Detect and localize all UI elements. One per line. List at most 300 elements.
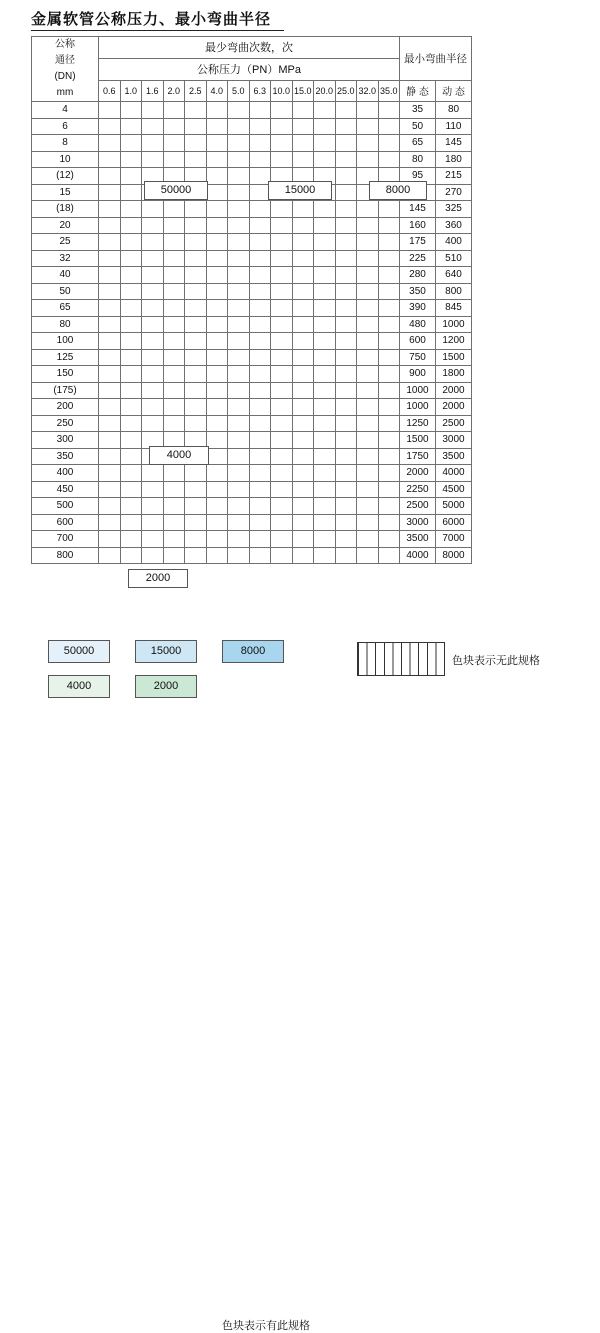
legend-note-no-spec: 色块表示无此规格 (452, 655, 540, 667)
grid-cell (292, 267, 314, 284)
grid-cell (142, 250, 164, 267)
grid-cell (228, 514, 250, 531)
grid-cell (163, 498, 185, 515)
grid-cell (314, 481, 336, 498)
grid-cell (99, 300, 121, 317)
grid-cell (314, 366, 336, 383)
header-pressure-col: 10.0 (271, 80, 293, 101)
row-static-radius: 390 (400, 300, 436, 317)
grid-cell (206, 234, 228, 251)
overlay-label: 4000 (149, 446, 209, 465)
grid-cell (335, 498, 357, 515)
grid-cell (335, 399, 357, 416)
row-static-radius: 2250 (400, 481, 436, 498)
grid-cell (228, 184, 250, 201)
grid-cell (292, 250, 314, 267)
row-dynamic-radius: 1200 (436, 333, 472, 350)
row-dn: 10 (32, 151, 99, 168)
grid-cell (99, 432, 121, 449)
grid-cell (99, 399, 121, 416)
grid-cell (292, 514, 314, 531)
grid-cell (314, 217, 336, 234)
row-dynamic-radius: 4500 (436, 481, 472, 498)
grid-cell (271, 250, 293, 267)
grid-cell (378, 234, 400, 251)
grid-cell (249, 135, 271, 152)
grid-cell (292, 217, 314, 234)
grid-cell (185, 250, 207, 267)
grid-cell (292, 366, 314, 383)
table-row (32, 465, 472, 482)
grid-cell (142, 333, 164, 350)
grid-cell (357, 465, 379, 482)
row-dn: 500 (32, 498, 99, 515)
grid-cell (120, 168, 142, 185)
grid-cell (185, 349, 207, 366)
row-static-radius: 160 (400, 217, 436, 234)
row-dn: 800 (32, 547, 99, 564)
legend-chip: 2000 (135, 675, 197, 698)
grid-cell (271, 234, 293, 251)
grid-cell (206, 118, 228, 135)
row-dynamic-radius: 400 (436, 234, 472, 251)
grid-cell (292, 547, 314, 564)
row-static-radius: 175 (400, 234, 436, 251)
grid-cell (120, 448, 142, 465)
grid-cell (378, 118, 400, 135)
row-dynamic-radius: 2000 (436, 382, 472, 399)
grid-cell (378, 250, 400, 267)
grid-cell (163, 201, 185, 218)
grid-cell (271, 432, 293, 449)
row-static-radius: 750 (400, 349, 436, 366)
row-dynamic-radius: 360 (436, 217, 472, 234)
header-pressure-col: 6.3 (249, 80, 271, 101)
grid-cell (185, 481, 207, 498)
row-dn: 700 (32, 531, 99, 548)
grid-cell (378, 547, 400, 564)
grid-cell (206, 168, 228, 185)
grid-cell (249, 432, 271, 449)
row-dynamic-radius: 8000 (436, 547, 472, 564)
grid-cell (357, 333, 379, 350)
grid-cell (99, 135, 121, 152)
grid-cell (142, 415, 164, 432)
grid-cell (292, 448, 314, 465)
grid-cell (335, 267, 357, 284)
grid-cell (357, 201, 379, 218)
grid-cell (292, 531, 314, 548)
grid-cell (185, 118, 207, 135)
grid-cell (292, 465, 314, 482)
grid-cell (271, 514, 293, 531)
row-dn: 350 (32, 448, 99, 465)
overlay-label: 50000 (144, 181, 208, 200)
grid-cell (185, 151, 207, 168)
grid-cell (314, 333, 336, 350)
header-row-1 (32, 37, 472, 59)
grid-cell (271, 498, 293, 515)
grid-cell (335, 234, 357, 251)
table-row (32, 366, 472, 383)
title-underline (31, 30, 284, 31)
grid-cell (120, 234, 142, 251)
grid-cell (228, 300, 250, 317)
grid-cell (99, 184, 121, 201)
grid-cell (292, 234, 314, 251)
row-dynamic-radius: 3500 (436, 448, 472, 465)
row-dn: (18) (32, 201, 99, 218)
table-row (32, 547, 472, 564)
grid-cell (335, 184, 357, 201)
row-dn: 100 (32, 333, 99, 350)
grid-cell (314, 382, 336, 399)
grid-cell (120, 432, 142, 449)
grid-cell (271, 201, 293, 218)
grid-cell (163, 333, 185, 350)
grid-cell (314, 349, 336, 366)
grid-cell (314, 448, 336, 465)
grid-cell (249, 415, 271, 432)
row-static-radius: 4000 (400, 547, 436, 564)
grid-cell (357, 366, 379, 383)
header-pressure-col: 1.0 (120, 80, 142, 101)
grid-cell (228, 151, 250, 168)
grid-cell (120, 118, 142, 135)
grid-cell (142, 201, 164, 218)
header-pressure-col: 20.0 (314, 80, 336, 101)
grid-cell (335, 333, 357, 350)
grid-cell (228, 415, 250, 432)
row-dynamic-radius: 845 (436, 300, 472, 317)
grid-cell (99, 382, 121, 399)
grid-cell (378, 514, 400, 531)
grid-cell (142, 547, 164, 564)
grid-cell (314, 465, 336, 482)
row-static-radius: 1500 (400, 432, 436, 449)
grid-cell (335, 300, 357, 317)
grid-cell (228, 498, 250, 515)
grid-cell (120, 201, 142, 218)
grid-cell (249, 448, 271, 465)
grid-cell (357, 514, 379, 531)
header-pressure-col: 0.6 (99, 80, 121, 101)
grid-cell (228, 168, 250, 185)
grid-cell (228, 333, 250, 350)
grid-cell (357, 316, 379, 333)
grid-cell (314, 118, 336, 135)
grid-cell (120, 399, 142, 416)
overlay-label: 8000 (369, 181, 427, 200)
grid-cell (314, 201, 336, 218)
grid-cell (357, 267, 379, 284)
row-dn: 65 (32, 300, 99, 317)
row-dynamic-radius: 3000 (436, 432, 472, 449)
grid-cell (206, 415, 228, 432)
grid-cell (228, 102, 250, 119)
grid-cell (335, 382, 357, 399)
grid-cell (206, 498, 228, 515)
table-row (32, 201, 472, 218)
grid-cell (206, 531, 228, 548)
header-pressure-col: 5.0 (228, 80, 250, 101)
grid-cell (120, 349, 142, 366)
row-dn: 400 (32, 465, 99, 482)
header-pressure-col: 35.0 (378, 80, 400, 101)
grid-cell (163, 399, 185, 416)
grid-cell (99, 168, 121, 185)
grid-cell (142, 102, 164, 119)
header-dn: 公称 通径 (DN) mm (32, 37, 99, 102)
grid-cell (206, 267, 228, 284)
grid-cell (163, 151, 185, 168)
grid-cell (206, 382, 228, 399)
header-radius-dynamic: 动 态 (436, 80, 472, 101)
grid-cell (335, 250, 357, 267)
row-static-radius: 50 (400, 118, 436, 135)
grid-cell (335, 514, 357, 531)
grid-cell (357, 432, 379, 449)
grid-cell (378, 465, 400, 482)
grid-cell (292, 201, 314, 218)
grid-cell (120, 531, 142, 548)
grid-cell (249, 349, 271, 366)
grid-cell (292, 333, 314, 350)
grid-cell (163, 118, 185, 135)
table-row (32, 399, 472, 416)
table-row (32, 234, 472, 251)
grid-cell (249, 201, 271, 218)
row-static-radius: 3000 (400, 514, 436, 531)
grid-cell (271, 382, 293, 399)
grid-cell (228, 234, 250, 251)
grid-cell (185, 514, 207, 531)
row-dynamic-radius: 7000 (436, 531, 472, 548)
grid-cell (185, 366, 207, 383)
grid-cell (142, 135, 164, 152)
grid-cell (292, 316, 314, 333)
grid-cell (163, 547, 185, 564)
row-static-radius: 3500 (400, 531, 436, 548)
grid-cell (292, 300, 314, 317)
grid-cell (206, 432, 228, 449)
grid-cell (228, 118, 250, 135)
grid-cell (357, 481, 379, 498)
grid-cell (378, 415, 400, 432)
grid-cell (357, 415, 379, 432)
grid-cell (271, 333, 293, 350)
grid-cell (271, 135, 293, 152)
grid-cell (99, 267, 121, 284)
grid-cell (120, 135, 142, 152)
header-radius-static: 静 态 (400, 80, 436, 101)
grid-cell (99, 234, 121, 251)
grid-cell (99, 201, 121, 218)
row-dn: 15 (32, 184, 99, 201)
grid-cell (249, 465, 271, 482)
grid-cell (142, 267, 164, 284)
grid-cell (249, 118, 271, 135)
grid-cell (185, 267, 207, 284)
grid-cell (99, 531, 121, 548)
table-body (32, 102, 472, 564)
row-static-radius: 65 (400, 135, 436, 152)
grid-cell (142, 481, 164, 498)
grid-cell (249, 531, 271, 548)
grid-cell (99, 514, 121, 531)
grid-cell (99, 217, 121, 234)
grid-cell (357, 118, 379, 135)
grid-cell (120, 382, 142, 399)
grid-cell (357, 135, 379, 152)
grid-cell (292, 432, 314, 449)
grid-cell (378, 151, 400, 168)
grid-cell (99, 151, 121, 168)
row-dynamic-radius: 180 (436, 151, 472, 168)
row-dynamic-radius: 5000 (436, 498, 472, 515)
row-dn: 25 (32, 234, 99, 251)
grid-cell (142, 399, 164, 416)
grid-cell (378, 349, 400, 366)
grid-cell (335, 349, 357, 366)
grid-cell (249, 283, 271, 300)
grid-cell (314, 415, 336, 432)
grid-cell (292, 283, 314, 300)
table-row (32, 135, 472, 152)
grid-cell (142, 118, 164, 135)
grid-cell (206, 399, 228, 416)
grid-cell (206, 316, 228, 333)
grid-cell (378, 135, 400, 152)
grid-cell (206, 300, 228, 317)
table-row (32, 283, 472, 300)
grid-cell (378, 382, 400, 399)
grid-cell (120, 481, 142, 498)
grid-cell (292, 382, 314, 399)
table-row (32, 415, 472, 432)
grid-cell (378, 481, 400, 498)
grid-cell (120, 267, 142, 284)
grid-cell (99, 349, 121, 366)
row-dn: 4 (32, 102, 99, 119)
grid-cell (163, 316, 185, 333)
grid-cell (271, 300, 293, 317)
grid-cell (99, 366, 121, 383)
table-row (32, 349, 472, 366)
row-dynamic-radius: 4000 (436, 465, 472, 482)
grid-cell (185, 234, 207, 251)
grid-cell (228, 547, 250, 564)
grid-cell (206, 349, 228, 366)
grid-cell (228, 531, 250, 548)
grid-cell (378, 217, 400, 234)
grid-cell (185, 300, 207, 317)
grid-cell (357, 234, 379, 251)
grid-cell (185, 316, 207, 333)
grid-cell (314, 135, 336, 152)
grid-cell (314, 234, 336, 251)
grid-cell (142, 234, 164, 251)
header-pressure-col: 1.6 (142, 80, 164, 101)
table-row (32, 102, 472, 119)
grid-cell (163, 349, 185, 366)
grid-cell (314, 531, 336, 548)
grid-cell (292, 415, 314, 432)
row-dn: 32 (32, 250, 99, 267)
grid-cell (99, 118, 121, 135)
grid-cell (249, 498, 271, 515)
grid-cell (206, 250, 228, 267)
row-dn: 8 (32, 135, 99, 152)
grid-cell (185, 333, 207, 350)
grid-cell (378, 102, 400, 119)
grid-cell (120, 547, 142, 564)
row-dynamic-radius: 6000 (436, 514, 472, 531)
legend-chip: 4000 (48, 675, 110, 698)
grid-cell (335, 481, 357, 498)
table-row (32, 432, 472, 449)
grid-cell (228, 432, 250, 449)
row-dn: 450 (32, 481, 99, 498)
grid-cell (271, 531, 293, 548)
grid-cell (335, 547, 357, 564)
grid-cell (314, 498, 336, 515)
grid-cell (335, 102, 357, 119)
grid-cell (120, 217, 142, 234)
row-dn: 40 (32, 267, 99, 284)
grid-cell (335, 366, 357, 383)
grid-cell (163, 514, 185, 531)
grid-cell (185, 498, 207, 515)
header-pressure-col: 25.0 (335, 80, 357, 101)
grid-cell (206, 102, 228, 119)
grid-cell (163, 382, 185, 399)
row-dn: 300 (32, 432, 99, 449)
grid-cell (378, 300, 400, 317)
table-row (32, 151, 472, 168)
row-dynamic-radius: 510 (436, 250, 472, 267)
row-static-radius: 225 (400, 250, 436, 267)
grid-cell (378, 201, 400, 218)
grid-cell (185, 217, 207, 234)
grid-cell (228, 250, 250, 267)
grid-cell (249, 102, 271, 119)
grid-cell (206, 283, 228, 300)
grid-cell (206, 366, 228, 383)
row-dn: (175) (32, 382, 99, 399)
row-static-radius: 350 (400, 283, 436, 300)
grid-cell (335, 465, 357, 482)
grid-cell (99, 547, 121, 564)
grid-cell (228, 217, 250, 234)
header-bend-count: 最少弯曲次数，次 (99, 37, 400, 59)
legend-note-has-spec: 色块表示有此规格 (222, 1320, 310, 1332)
grid-cell (99, 333, 121, 350)
grid-cell (357, 300, 379, 317)
grid-cell (163, 300, 185, 317)
header-pressure: 公称压力（PN）MPa (99, 58, 400, 80)
grid-cell (335, 168, 357, 185)
row-dn: 6 (32, 118, 99, 135)
row-dynamic-radius: 80 (436, 102, 472, 119)
grid-cell (120, 102, 142, 119)
grid-cell (378, 448, 400, 465)
grid-cell (120, 333, 142, 350)
grid-cell (314, 102, 336, 119)
grid-cell (314, 514, 336, 531)
grid-cell (142, 465, 164, 482)
grid-cell (271, 151, 293, 168)
